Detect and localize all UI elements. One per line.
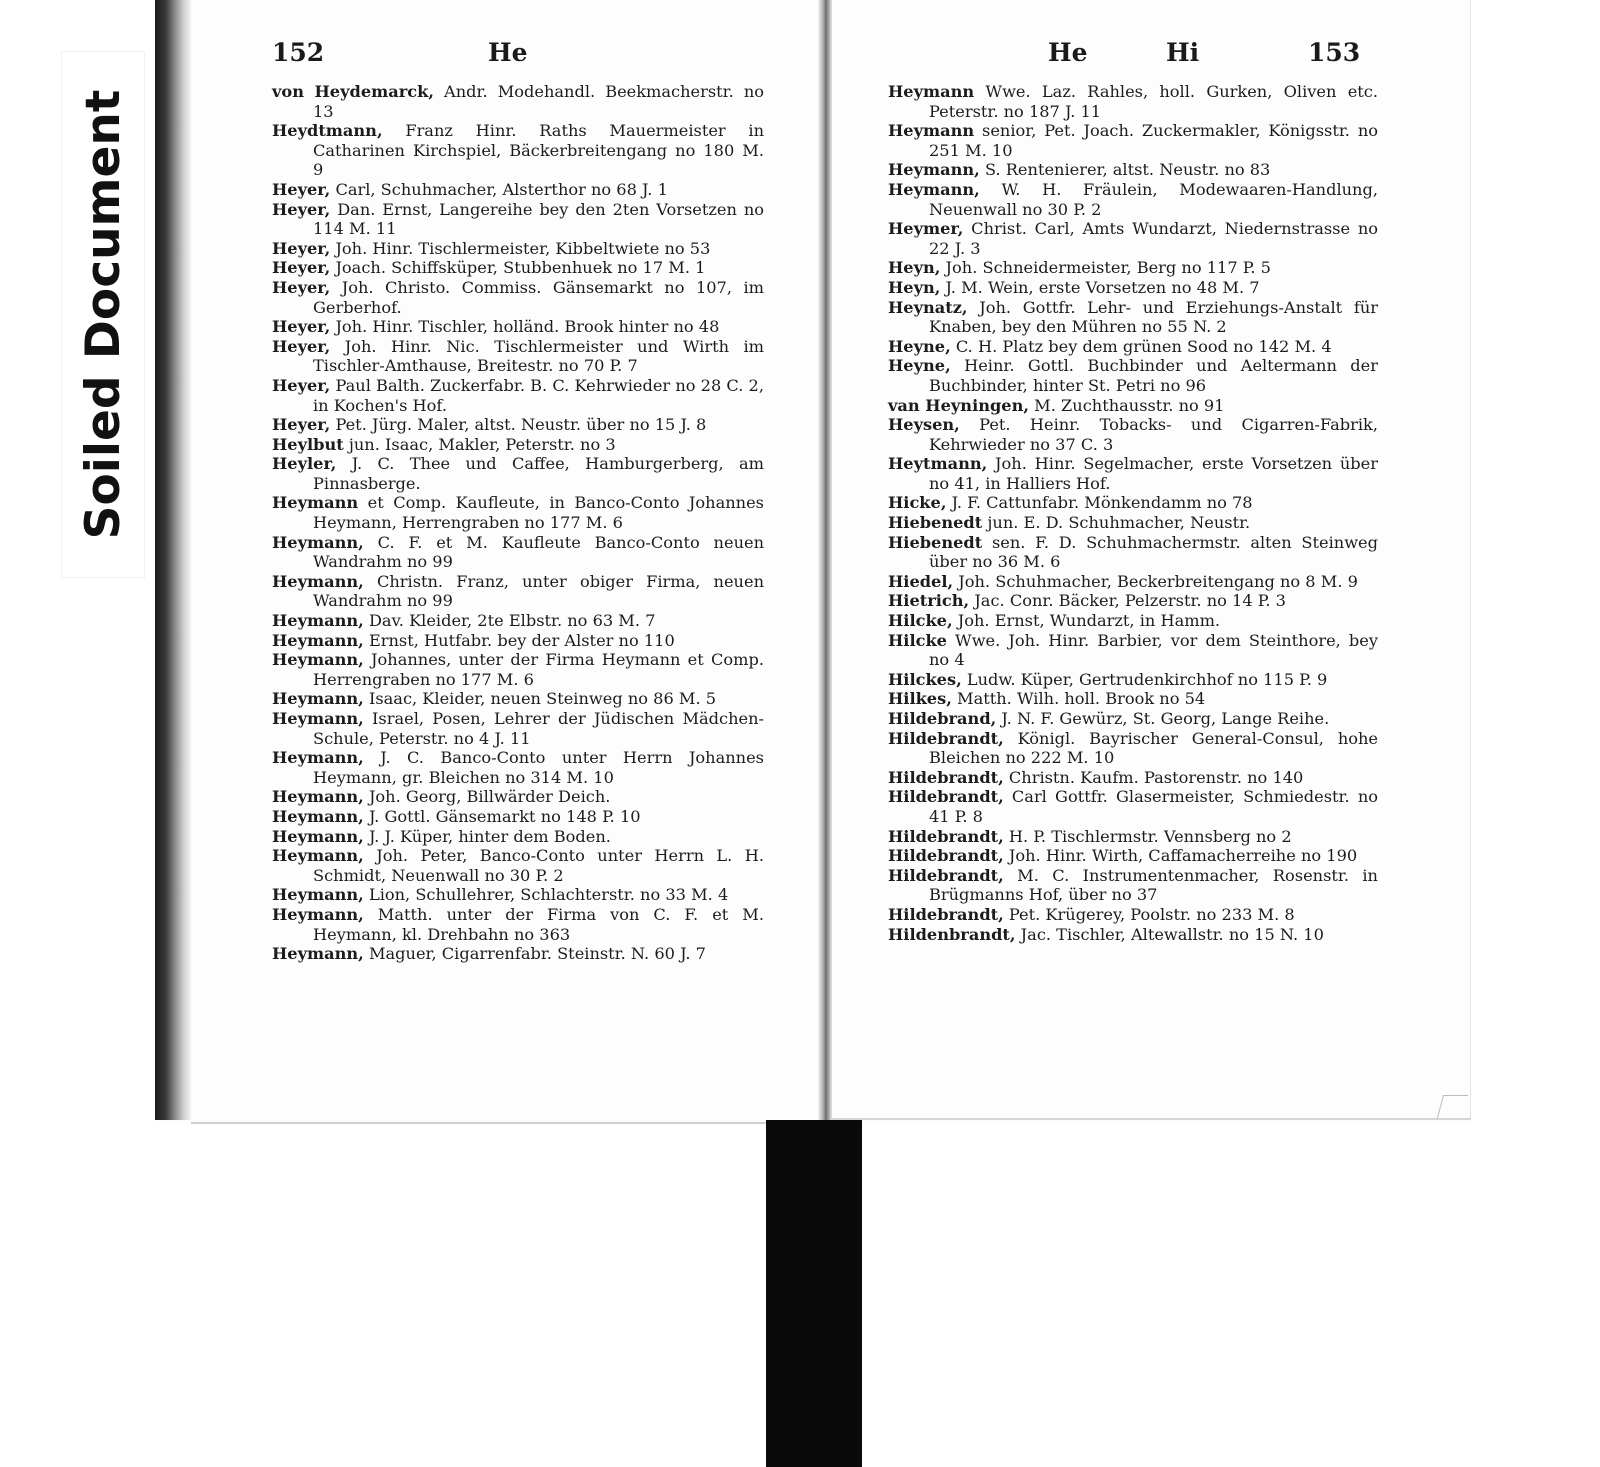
right-section-letters-1: He [1048,38,1088,67]
left-entry-list [272,82,764,964]
soiled-document-label [62,52,144,577]
entry: von Heydemarck, Andr. Modehandl. Beekmacherstr. no 13 [272,82,765,121]
entry: Heyn, J. M. Wein, erste Vorsetzen no 48 M. 7 [888,277,1260,297]
entry: Heydtmann, Franz Hinr. Raths Mauermeister in Catharinen Kirchspiel, Bäckerbreitengang no 180 M. 9 [272,121,764,180]
entry: Heymann, W. H. Fräulein, Modewaaren-Handlung, Neuenwall no 30 P. 2 [888,179,1378,219]
entry: Heymann, Joh. Georg, Billwärder Deich. [272,787,611,807]
entry: Heymann Wwe. Laz. Rahles, holl. Gurken, Oliven etc. Peterstr. no 187 J. 11 [888,82,1378,121]
entry: Hilckes, Ludw. Küper, Gertrudenkirchhof no 115 P. 9 [888,669,1328,689]
entry: Heyn, Joh. Schneidermeister, Berg no 117 P. 5 [888,258,1271,278]
entry: Heymann, C. F. et M. Kaufleute Banco-Conto neuen Wandrahm no 99 [272,532,764,572]
entry: Hiebenedt sen. F. D. Schuhmachermstr. alten Steinweg über no 36 M. 6 [888,532,1378,572]
entry: Heymann, Christn. Franz, unter obiger Firma, neuen Wandrahm no 99 [272,571,764,611]
entry: Heymann senior, Pet. Joach. Zuckermakler, Königsstr. no 251 M. 10 [888,121,1378,160]
entry: Hildebrandt, Joh. Hinr. Wirth, Caffamacherreihe no 190 [888,846,1358,866]
entry: Heyer, Joh. Hinr. Nic. Tischlermeister und Wirth im Tischler-Amthause, Breitestr. no 70 P. 7 [272,336,764,376]
entry: Heyer, Joach. Schiffsküper, Stubbenhuek no 17 M. 1 [272,258,706,278]
entry: Hildebrand, J. N. F. Gewürz, St. Georg, Lange Reihe. [888,709,1330,728]
entry: Hildebrandt, Carl Gottfr. Glasermeister, Schmiedestr. no 41 P. 8 [888,787,1378,826]
entry: Heyer, Carl, Schuhmacher, Alsterthor no 68 J. 1 [272,179,668,199]
left-section-letters: He [488,38,528,67]
entry: Heymer, Christ. Carl, Amts Wundarzt, Niedernstrasse no 22 J. 3 [888,219,1378,258]
entry: Hildebrandt, Christn. Kaufm. Pastorenstr. no 140 [888,767,1304,787]
right-page-number: 153 [1308,38,1361,67]
entry: Heyer, Joh. Hinr. Tischler, holländ. Brook hinter no 48 [272,317,720,337]
right-page-header [1048,38,1378,78]
entry: Heymann, J. J. Küper, hinter dem Boden. [272,826,611,846]
entry: van Heyningen, M. Zuchthausstr. no 91 [888,395,1225,415]
right-section-letters-2: Hi [1166,38,1200,67]
entry: Heylbut jun. Isaac, Makler, Peterstr. no 3 [272,434,616,454]
entry: Heyne, Heinr. Gottl. Buchbinder und Aeltermann der Buchbinder, hinter St. Petri no 96 [888,356,1378,395]
entry: Hiebenedt jun. E. D. Schuhmacher, Neustr. [888,513,1251,533]
entry: Heymann, J. C. Banco-Conto unter Herrn Johannes Heymann, gr. Bleichen no 314 M. 10 [272,748,764,787]
entry: Hildebrandt, Pet. Krügerey, Poolstr. no 233 M. 8 [888,904,1295,924]
entry: Hildebrandt, Königl. Bayrischer General-Consul, hohe Bleichen no 222 M. 10 [888,728,1378,768]
entry: Heymann, J. Gottl. Gänsemarkt no 148 P. 10 [272,806,641,826]
right-entry-list [888,82,1378,944]
entry: Heyler, J. C. Thee und Caffee, Hamburgerberg, am Pinnasberge. [272,454,764,493]
entry: Hietrich, Jac. Conr. Bäcker, Pelzerstr. no 14 P. 3 [888,591,1286,611]
entry: Heyne, C. H. Platz bey dem grünen Sood no 142 M. 4 [888,336,1332,356]
left-page-number: 152 [272,38,325,67]
entry: Hilcke Wwe. Joh. Hinr. Barbier, vor dem Steinthore, bey no 4 [888,630,1378,670]
entry: Hilcke, Joh. Ernst, Wundarzt, in Hamm. [888,611,1221,631]
entry: Heymann, Johannes, unter der Firma Heymann et Comp. Herrengraben no 177 M. 6 [272,650,764,689]
entry: Hilkes, Matth. Wilh. holl. Brook no 54 [888,689,1206,709]
book-gutter [818,0,832,1122]
book-spine [155,0,191,1120]
label-text: Soiled Document [75,89,131,540]
entry: Heyer, Joh. Christo. Commiss. Gänsemarkt no 107, im Gerberhof. [272,277,764,317]
entry: Heyer, Dan. Ernst, Langereihe bey den 2ten Vorsetzen no 114 M. 11 [272,199,764,239]
entry: Heyer, Joh. Hinr. Tischlermeister, Kibbeltwiete no 53 [272,238,711,258]
left-page-header [272,38,772,78]
entry: Heymann, Dav. Kleider, 2te Elbstr. no 63 M. 7 [272,611,656,631]
entry: Hicke, J. F. Cattunfabr. Mönkendamm no 78 [888,493,1253,513]
entry: Heymann, Lion, Schullehrer, Schlachterstr. no 33 M. 4 [272,885,729,905]
entry: Heymann, Matth. unter der Firma von C. F. et M. Heymann, kl. Drehbahn no 363 [272,904,764,944]
entry: Heymann, Maguer, Cigarrenfabr. Steinstr. N. 60 J. 7 [272,944,706,964]
entry: Heymann, Ernst, Hutfabr. bey der Alster no 110 [272,630,675,650]
entry: Heytmann, Joh. Hinr. Segelmacher, erste Vorsetzen über no 41, in Halliers Hof. [888,454,1378,493]
black-strap [766,1120,862,1467]
entry: Heymann et Comp. Kaufleute, in Banco-Conto Johannes Heymann, Herrengraben no 177 M. 6 [272,493,764,533]
entry: Hildenbrandt, Jac. Tischler, Altewallstr. no 15 N. 10 [888,924,1324,944]
entry: Heymann, Isaac, Kleider, neuen Steinweg no 86 M. 5 [272,689,717,709]
entry: Hildebrandt, M. C. Instrumentenmacher, Rosenstr. in Brügmanns Hof, über no 37 [888,865,1378,905]
entry: Heyer, Pet. Jürg. Maler, altst. Neustr. über no 15 J. 8 [272,415,707,435]
entry: Heymann, Israel, Posen, Lehrer der Jüdischen Mädchen-Schule, Peterstr. no 4 J. 11 [272,709,764,748]
entry: Heysen, Pet. Heinr. Tobacks- und Cigarren-Fabrik, Kehrwieder no 37 C. 3 [888,415,1378,454]
entry: Heymann, S. Rentenierer, altst. Neustr. no 83 [888,160,1271,180]
entry: Heynatz, Joh. Gottfr. Lehr- und Erziehungs-Anstalt für Knaben, bey den Mühren no 55 N. 2 [888,297,1378,337]
entry: Hiedel, Joh. Schuhmacher, Beckerbreitengang no 8 M. 9 [888,571,1358,591]
entry: Heymann, Joh. Peter, Banco-Conto unter Herrn L. H. Schmidt, Neuenwall no 30 P. 2 [272,846,764,885]
entry: Hildebrandt, H. P. Tischlermstr. Vennsberg no 2 [888,826,1292,846]
entry: Heyer, Paul Balth. Zuckerfabr. B. C. Kehrwieder no 28 C. 2, in Kochen's Hof. [272,375,764,415]
